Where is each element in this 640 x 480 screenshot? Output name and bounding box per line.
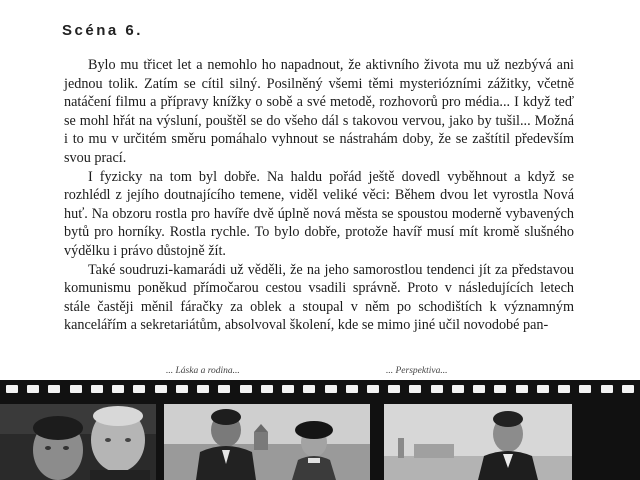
body-text bbox=[64, 56, 574, 335]
photo-man-perspective bbox=[384, 404, 572, 480]
caption-love-family: ... Láska a rodina... bbox=[166, 366, 240, 376]
paragraph-3: Také soudruzi-kamarádi už věděli, že na jeho samorostlou tendenci jít za představou komunismu poněkud přímočarou cestou vsadili správně. Proto v následujících letech stále častěji měnil fáračky za oblek a stoupal v něm po schodištích k významným kancelářím a sekretariátům, absolvoval školení, kde se mimo jiné učil novodobé pan- bbox=[64, 261, 574, 334]
photo-couple bbox=[164, 404, 370, 480]
photo-two-men bbox=[0, 404, 156, 480]
caption-perspective: ... Perspektiva... bbox=[386, 366, 448, 376]
paragraph-2: I fyzicky na tom byl dobře. Na haldu pořád ještě dovedl vyběhnout a když se rozhlédl z jejího doutnajícího temene, viděl veliké věci: Během dvou let vyrostla Nová huť. Na obzoru rostla pro havíře dvě úplně nová města se spoustou moderně vybavených bytů pro horníky. Rostla rychle. To bylo dobře, protože havíř musí mít kromě slušného výdělku i právo důstojně žít. bbox=[64, 168, 574, 259]
scene-title: Scéna 6. bbox=[62, 22, 143, 39]
film-perforations-top bbox=[0, 385, 640, 395]
paragraph-1: Bylo mu třicet let a nemohlo ho napadnout, že aktivního života mu už nezbývá ani jednou tolik. Zatím se cítil silný. Posilněný všemi těmi mysteriózními zážitky, včetně natáčení filmu a přípravy knížky o sobě a své metodě, rozhovorů pro média... I když teď se mohl hřát na výsluní, pouštěl se do všeho dál s takovou vervou, jako by tušil... Možná i to mu v určitém směru pomáhalo vyhnout se nástrahám doby, že se zaštítil především svou prací. bbox=[64, 57, 574, 166]
